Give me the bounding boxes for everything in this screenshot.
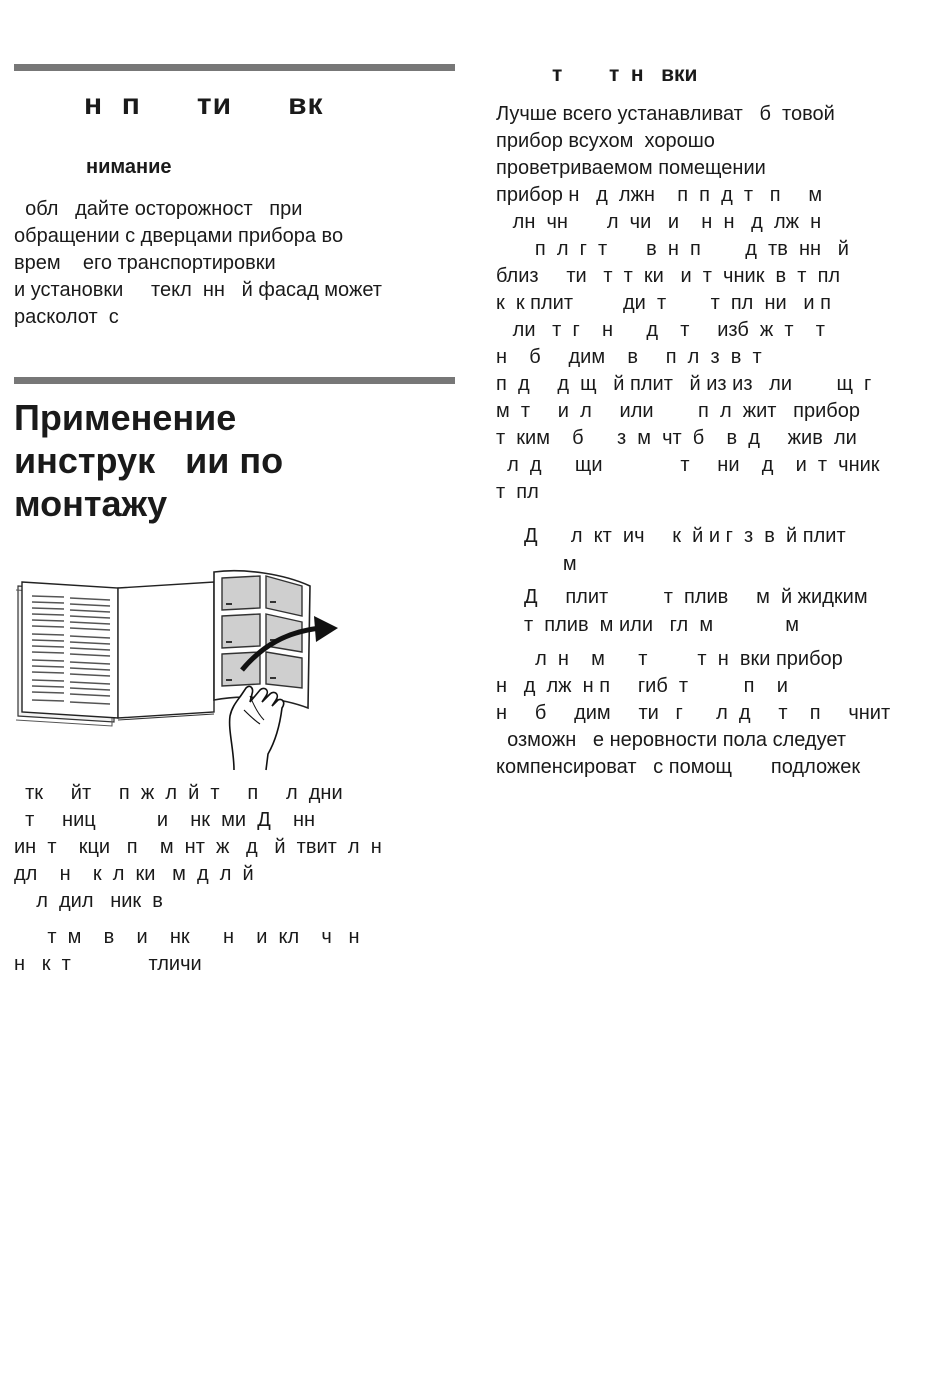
installation-line: близ ти т т ки и т чник в т пл [496, 265, 841, 287]
list-item-continued: т плив м или гл м м [524, 614, 800, 636]
installation-place-heading: т т н вки [552, 63, 698, 86]
usage-line: ин т кци п м нт ж д й твит л н [14, 836, 382, 858]
installation-line: п л г т в н п д тв нн й [496, 238, 849, 260]
installation-line: прибор н д лжн п п д т п м [496, 184, 823, 206]
usage-line: т м в и нк н и кл ч н [14, 926, 360, 948]
leveling-line: н д лж н п гиб т п и [496, 675, 788, 697]
usage-heading-line: монтажу [14, 483, 168, 524]
usage-line: тк йт п ж л й т п л дни [14, 782, 343, 804]
list-item-continued: м [524, 553, 577, 575]
installation-line: ли т г н д т изб ж т т [496, 319, 825, 341]
usage-line: л дил ник в [14, 890, 163, 912]
usage-line: дл н к л ки м д л й [14, 863, 254, 885]
safety-line: обл дайте осторожност при [14, 198, 303, 220]
leveling-line: компенсироват с помощ подложек [496, 756, 861, 778]
installation-line: лн чн л чи и н н д лж н [496, 211, 822, 233]
manual-foldout-illustration [14, 560, 344, 772]
installation-line: прибор всухом хорошо [496, 130, 715, 152]
safety-line: и установки текл нн й фасад может [14, 279, 382, 301]
installation-line: н б дим в п л з в т [496, 346, 762, 368]
safety-line: расколот с [14, 306, 119, 328]
installation-line: п д д щ й плит й из из ли щ г [496, 373, 872, 395]
usage-heading-line: инструк ии по [14, 440, 284, 481]
section-divider-top [14, 64, 455, 71]
section-divider-middle [14, 377, 455, 384]
safety-heading: н п ти вк [84, 88, 324, 121]
list-item: Д плит т плив м й жидким [524, 586, 868, 608]
installation-line: л д щи т ни д и т чник [496, 454, 880, 476]
leveling-line: озможн е неровности пола следует [496, 729, 846, 751]
leveling-line: н б дим ти г л д т п чнит [496, 702, 891, 724]
safety-line: обращении с дверцами прибора во [14, 225, 344, 247]
installation-line: Лучше всего устанавливат б товой [496, 103, 835, 125]
usage-heading-line: Применение [14, 397, 237, 438]
list-item: Д л кт ич к й и г з в й плит [524, 525, 846, 547]
usage-line: н к т тличи [14, 953, 202, 975]
installation-line: к к плит ди т т пл ни и п [496, 292, 831, 314]
installation-line: м т и л или п л жит прибор [496, 400, 860, 422]
safety-line: врем его транспортировки [14, 252, 276, 274]
installation-line: т ким б з м чт б в д жив ли [496, 427, 857, 449]
installation-line: т пл [496, 481, 539, 503]
usage-line: т ниц и нк ми Д нн [14, 809, 316, 831]
warning-label: нимание [86, 156, 172, 178]
installation-line: проветриваемом помещении [496, 157, 766, 179]
list-item: л н м т т н вки прибор [524, 648, 843, 670]
